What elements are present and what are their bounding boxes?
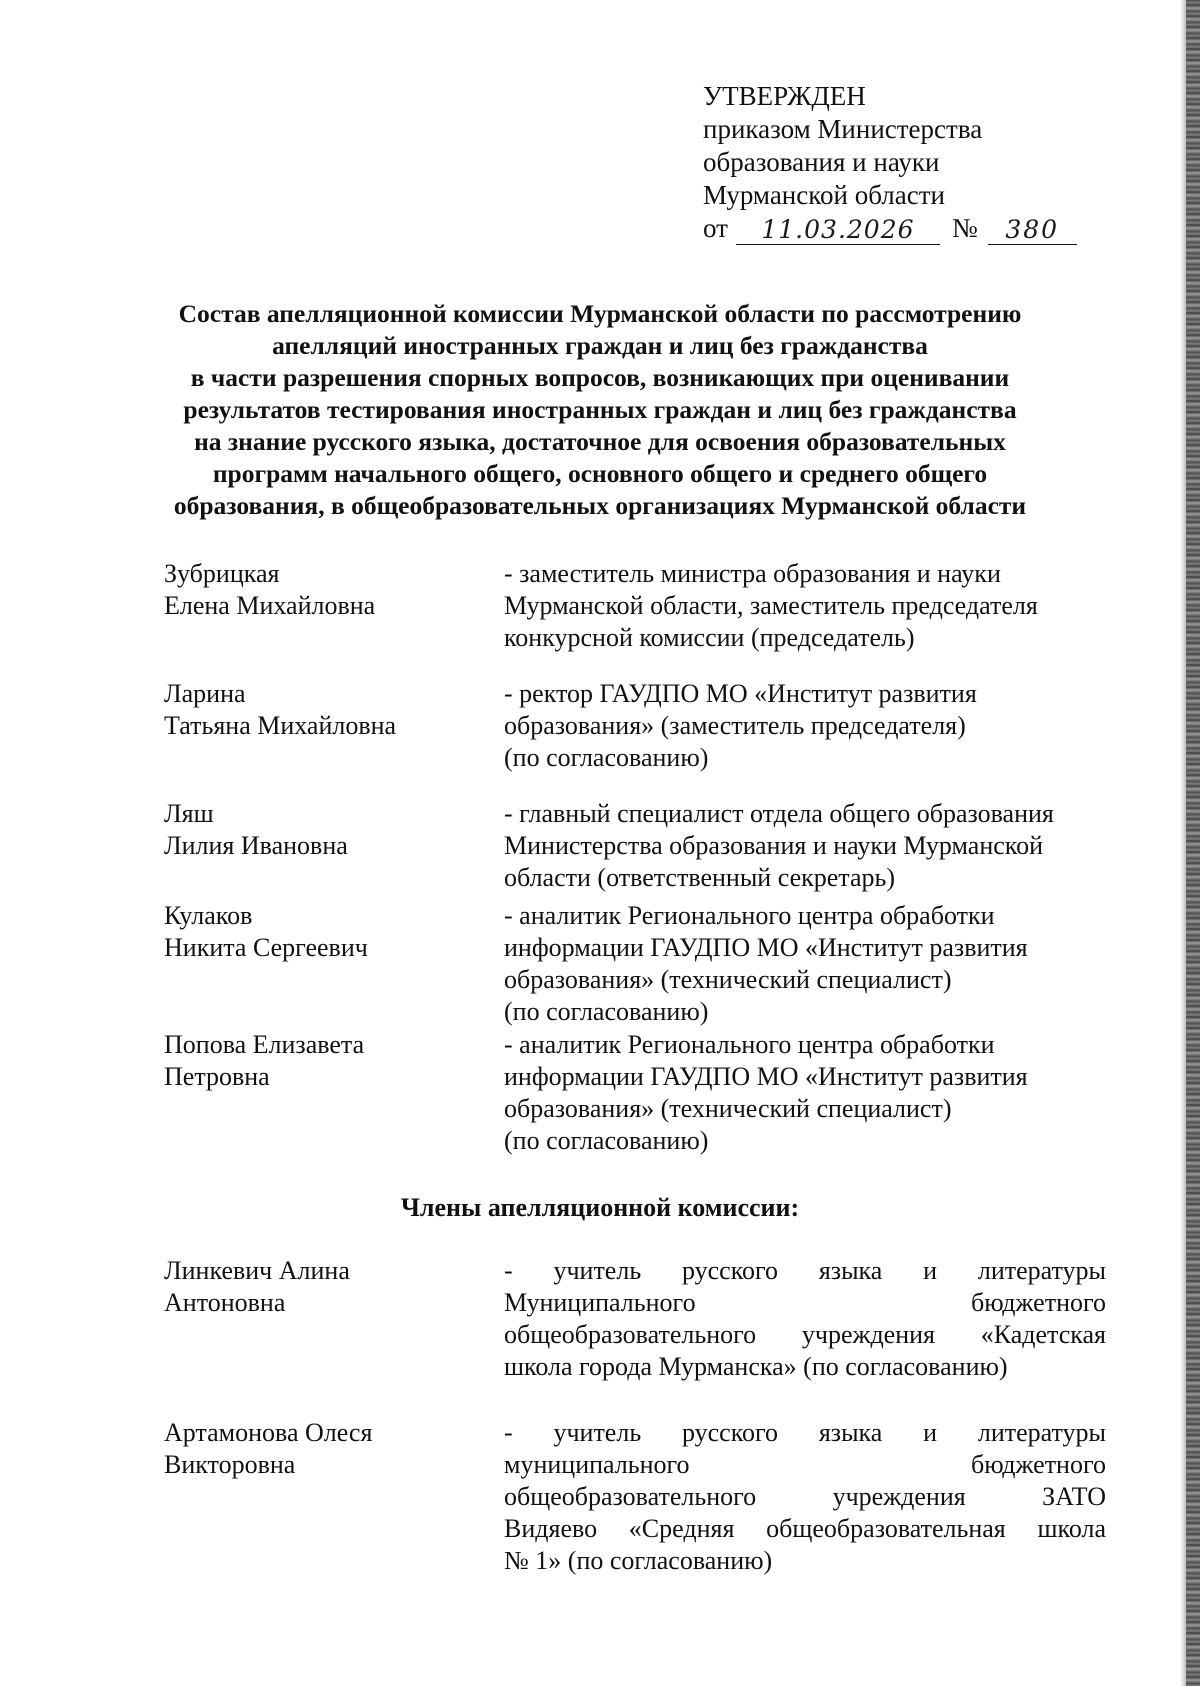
role-line: - аналитик Регионального центра обработки — [504, 901, 995, 930]
member-role — [504, 1255, 1106, 1383]
role-line: (по согласованию) — [504, 743, 709, 772]
member-name — [164, 678, 484, 742]
document-title — [120, 298, 1080, 522]
member-role — [504, 558, 1104, 654]
role-line: образования» (технический специалист) — [504, 1094, 952, 1123]
surname: Линкевич Алина — [164, 1256, 350, 1285]
title-line: в части разрешения спорных вопросов, возникающих при оценивании — [190, 363, 1010, 392]
handwritten-number: 380 — [988, 216, 1077, 245]
role-line: - ректор ГАУДПО МО «Институт развития — [504, 679, 977, 708]
given-names: Викторовна — [164, 1450, 296, 1479]
role-line: № 1» (по согласованию) — [504, 1546, 773, 1575]
given-names: Татьяна Михайловна — [164, 711, 397, 740]
role-line: Видяево «Средняя общеобразовательная школа — [504, 1514, 1106, 1543]
role-line: - заместитель министра образования и науки — [504, 559, 1001, 588]
number-label: № — [951, 213, 978, 243]
title-line: образования, в общеобразовательных организациях Мурманской области — [173, 491, 1027, 520]
surname: Ларина — [164, 679, 246, 708]
title-line: апелляций иностранных граждан и лиц без гражданства — [272, 331, 928, 360]
role-line: Министерства образования и науки Мурманской — [504, 831, 1043, 860]
members-heading: Члены апелляционной комиссии: — [400, 1193, 800, 1222]
role-line: Мурманской области, заместитель председателя — [504, 591, 1038, 620]
member-name — [164, 558, 484, 622]
role-line: Муниципального бюджетного — [504, 1288, 1106, 1317]
surname: Кулаков — [164, 901, 253, 930]
role-line: образования» (заместитель председателя) — [504, 711, 966, 740]
title-line: Состав апелляционной комиссии Мурманской области по рассмотрению — [178, 299, 1022, 328]
approval-line-1: приказом Министерства — [703, 114, 983, 144]
surname: Ляш — [164, 799, 214, 828]
role-line: области (ответственный секретарь) — [504, 863, 896, 892]
role-line: информации ГАУДПО МО «Институт развития — [504, 1062, 1028, 1091]
surname: Артамонова Олеся — [164, 1418, 373, 1447]
role-line: конкурсной комиссии (председатель) — [504, 623, 915, 652]
approval-date-line — [703, 212, 1103, 245]
from-label: от — [703, 213, 728, 243]
scan-edge — [1186, 0, 1200, 1686]
role-line: - аналитик Регионального центра обработки — [504, 1030, 995, 1059]
role-line: (по согласованию) — [504, 1126, 709, 1155]
given-names: Елена Михайловна — [164, 591, 376, 620]
surname: Попова Елизавета — [164, 1030, 365, 1059]
approval-title: УТВЕРЖДЕН — [703, 81, 866, 111]
role-line: информации ГАУДПО МО «Институт развития — [504, 933, 1028, 962]
approval-line-3: Мурманской области — [703, 180, 945, 210]
member-name — [164, 900, 484, 964]
member-role — [504, 678, 1104, 774]
member-role — [504, 1417, 1106, 1577]
title-line: на знание русского языка, достаточное для освоения образовательных — [194, 427, 1006, 456]
role-line: муниципального бюджетного — [504, 1450, 1106, 1479]
title-line: программ начального общего, основного общего и среднего общего — [212, 459, 988, 488]
given-names: Лилия Ивановна — [164, 831, 348, 860]
handwritten-date: 11.03.2026 — [736, 216, 940, 245]
title-line: результатов тестирования иностранных граждан и лиц без гражданства — [183, 395, 1017, 424]
surname: Зубрицкая — [164, 559, 280, 588]
given-names: Антоновна — [164, 1288, 286, 1317]
role-line: - учитель русского языка и литературы — [504, 1256, 1106, 1285]
approval-block — [703, 80, 1103, 245]
member-name — [164, 1417, 484, 1481]
given-names: Петровна — [164, 1062, 270, 1091]
member-role — [504, 900, 1104, 1028]
member-role — [504, 798, 1104, 894]
role-line: (по согласованию) — [504, 997, 709, 1026]
given-names: Никита Сергеевич — [164, 933, 368, 962]
role-line: общеобразовательного учреждения «Кадетская — [504, 1320, 1106, 1349]
member-name — [164, 1029, 484, 1093]
role-line: общеобразовательного учреждения ЗАТО — [504, 1482, 1106, 1511]
role-line: образования» (технический специалист) — [504, 965, 952, 994]
role-line: - главный специалист отдела общего образования — [504, 799, 1054, 828]
role-line: школа города Мурманска» (по согласованию) — [504, 1352, 1008, 1381]
member-name — [164, 1255, 484, 1319]
approval-line-2: образования и науки — [703, 147, 940, 177]
role-line: - учитель русского языка и литературы — [504, 1418, 1106, 1447]
member-name — [164, 798, 484, 862]
member-role — [504, 1029, 1104, 1157]
